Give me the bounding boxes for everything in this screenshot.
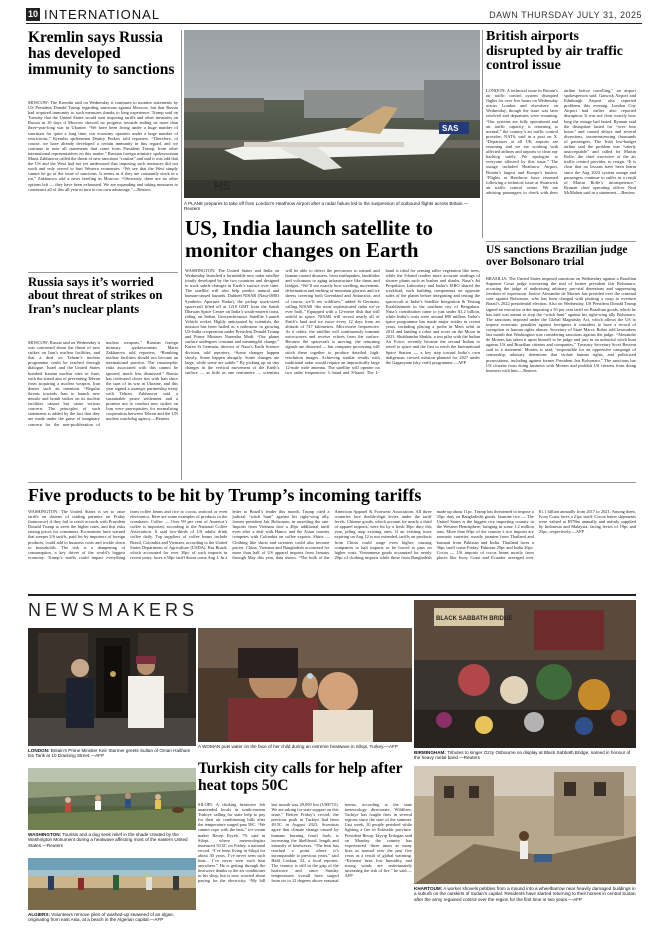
airport-scene [184,30,480,198]
downing-street-scene [28,628,196,746]
sanctions-judge-body: BRASILIA: The United States imposed sanctions on Wednesday against a Brazilian Supreme Court judge overseeing the trial of former president Jair Bolsonaro, accusing the judge of authorising arbitrary pre-trial detentions and suppressing freedom of expression. Justice Alexandre de Moraes has presided over the criminal case against Bolsonaro, who has been charged with plotting a coup to overturn Brazil’s 2022 presidential election. Also on Wednesday, US President Donald Trump signed an executive order imposing a 50 per cent tariff on Brazilian goods, which he has said was meant to stop the “witch hunt” against his right-wing ally Bolsonaro. The sanctions imposed under the Global Magnitsky Act, which allows the US to impose economic penalties against foreigners it considers to have a record of corruption or human rights abuses. Secretary of State Marco Rubio told lawmakers last month that Washington was considering sanctions against the judge. “Alexandre de Moraes has taken it upon himself to be judge and jury in an unlawful witch hunt against US and Brazilian citizens and companies,” Treasury Secretary Scott Bessent said in a statement. Moraes is said, “responsible for an oppressive campaign of censorship, arbitrary detentions that violate human rights, and politicised prosecutions, including against former President Jair Bolsonaro.” The sanctions bar US citizens from doing business with Moraes and prohibit US citizens from doing business with him.—Reuters [486,276,636,373]
london-downing-photo [28,628,196,746]
divider [486,241,636,242]
russia-nuclear-body: MOSCOW: Russia said on Wednesday it was concerned about the threat of new strikes on Iran’s nuclear facilities, and that a deal on Tehran’s nuclear programme could be reached through dialogue. Israel and the United States bombed Iranian nuclear sites in June, with the stated aim of preventing Tehran from acquiring a nuclear weapon. Iran denies such an intention. “Regular threats towards Iran to launch new missile and bomb strikes on its nuclear facilities cannot but cause serious concern. The principles of such statements is added by the fact that they are made under the guise of imaginary concern for the non-proliferation of nuclear weapons,” Russian foreign ministry spokeswoman Maria Zakharova told reporters. “Bombing nuclear facilities should not become an international practice. The catastrophic risks associated with this cannot be ignored, much less dismissed.” Russia has cultivated closer ties with Iran since the start of its war in Ukraine, and this year signed a strategic partnership treaty with Tehran. Zakharova said a sustainable peace settlement and a promise not to conduct new strikes on Iran were prerequisites for normalising cooperation between Tehran and the UN nuclear watchdog agency.—Reuters [28,340,178,427]
section-divider [28,594,636,596]
page-number-badge: 10 [27,9,38,19]
birmingham-tributes-photo [414,600,636,748]
london-caption-place: LONDON: [28,748,50,753]
heathrow-photo-caption: A PLANE prepares to take off from London’s Heathrow Airport after a radar failure led to the suspension of outbound flights across Britain.—Reuters [184,201,469,212]
birmingham-caption [414,750,636,762]
khartoum-rubble-scene [414,766,636,884]
tariffs-body: WASHINGTON: The United States is set to raise tariffs on dozens of trading partners on Friday (tomorrow) if they fail to reach accords with President Donald Trump to avert the higher rates, and this risks raising prices for consumers. Economists have warned that steeper US tariffs, paid for by importers of foreign products, could add to business costs and trickle down to households. The risk is a dampening of consumption, a key driver of the world’s biggest economy. Trump’s tariffs could impact everything from coffee beans and rice to cocoa, seafood or even electronics. Here are some examples of products in the crosshairs: Coffee — Over 99 per cent of America’s coffee is imported, according to the National Coffee Association. It said two-thirds of US adults drink coffee daily. Top suppliers of coffee beans include Brazil, Colombia and Vietnam, according to the United States Department of Agriculture (USDA). But Brazil, which accounted for over 30pc of such imports in recent years, faces a 50pc tariff threat come Aug 1. In a letter to Brazil’s leader this month, Trump cited a judicial “witch hunt” against his right-wing ally, former president Jair Bolsonaro, in unveiling the rate. Imports from Vietnam face a 20pc additional tariff even after a deal with Hanoi, and the Asian country competes with Colombia on coffee exports. Shirts — Clothing like shirts and sweaters could also become pricier. China, Vietnam and Bangladesh accounted for more than half of US apparel imports from January through May this year, data shows. “The bulk of the American Apparel & Footwear Association. All three countries face double-digit levies under the tariff levels. Chinese goods, which account for nearly a third of apparel imports, were hit by a fresh 30pc duty this year, piling atop existing ones. If an existing truce expiring on Aug 12 is not extended, tariffs on products from China could surge even higher, causing companies to halt imports or be forced to pass on higher costs. Vietnamese goods accounted for nearly 20pc of clothing imports while those from Bangladesh made up about 11pc. Trump has threatened to impose a 35pc duty on Bangladeshi goods. Jasmine rice — The United States is the biggest rice importing country in the Western Hemisphere, bringing in some 1.2 million tons. More than 60pc of the country’s rice imports are aromatic varieties, mostly jasmine from Thailand and basmati from Pakistan and India. Thailand faces a 36pc tariff come Friday, Pakistan 29pc and India 26pc. Cocoa — US imports of cocoa beans mostly from places like Ivory Coast and Ecuador averaged over $1.1 billion annually from 2017 to 2021. Among them, Ivory Coast faces a 21pc tariff. Cocoa butter shipments were valued at $578m annually and mainly supplied by Indonesia and Malaysia, facing levies of 19pc and 25pc, respectively.—AFP [28,509,636,560]
column-divider [181,30,182,480]
section-title: INTERNATIONAL [44,7,161,22]
beach-scene [28,858,196,910]
masthead [26,6,642,24]
monument-lawn-scene [28,768,196,830]
sanctions-judge-headline: US sanctions Brazilian judge over Bolsonaro trial [486,244,628,269]
kremlin-body: MOSCOW: The Kremlin said on Wednesday it continues to monitor statements by US President Donald Trump regarding sanctions against Moscow, but that Russia had acquired immunity to such measures thanks to long experience. Trump said on Tuesday that the United States would start imposing tariffs and other measures on Russia in 10 days if Moscow showed no progress towards ending its more than three-year-long war in Ukraine. “We have been living under a huge number of sanctions for quite a long time, our economy operates under a huge number of restrictions,” Kremlin spokesman Dmitry Peskov told reporters. “Therefore, of course, we have already developed a certain immunity in this regard, and we continue to note all statements that come from President Trump, from other international representatives on this matter.” Russian foreign ministry spokeswoman Maria Zakharova called the threat of new sanctions “routine” and said it was odd that the US and the West had not yet understood that imposing such measures did not work and only served to hurt Western economies. “We see that the West simply cannot let go of the issue of sanctions. It seems as if they are constantly stuck in a rut,” Zakharova told a news briefing in Moscow. “Obviously, there are no other options left — they have been exhausted. We are expanding and taking measures to counteract all of this all year in turn to our own advantage.”—Reuters [28,100,178,192]
london-caption-text: Britain’s Prime Minister Keir Starmer greets Sultan of Oman Haitham bin Tarik at 10 Downing Street.—AFP [28,748,191,759]
turkish-city-headline: Turkish city calls for help after heat tops 50C [198,760,403,794]
british-airports-headline: British airports disrupted by air traffic control issue [486,30,624,74]
algiers-caption [28,912,196,930]
divider [28,272,178,273]
birmingham-caption-place: BIRMINGHAM: [414,750,446,755]
turkish-city-body: SILOPI: A choking heatwave left unattended locals in south-eastern Turkiye calling for state help to pay for their air conditioning bills after the temperature surged past 50C. “We cannot cope with the heat,” ice-cream maker Recep Ezyeb, 79, said in Silopi, where meteorologists measured 50.5C on Friday, a national record. “I’ve been living in Silopi for about 30 years. I’ve never seen such heat... I’ve never seen such heat anywhere.” He is getting through the heatwave thanks to the air conditioner in his shop, but is now worried about paying for the electricity. “My bill last month was 29,000 lira (US$715). We are asking for state support on this issue.” Before Friday’s record, the previous peak in Turkiye had been 49.5C in August 2023. Scientists agree that climate change caused by humans burning fossil fuels is increasing the likelihood, length and intensity of heatwaves. “The heat has reached a point where it’s incomparable to previous years,” said Halil Coskun, 52, a local reporter. The country is still in the grip of the heatwave and since Sunday temperatures overall have surged from six to 12 degrees above seasonal norms, according to the state meteorology directorate. Wildfires: Turkiye has fought fires in several regions since the start of the summer. Last week, 10 people perished while fighting a fire in Eskisehir province. President Recep Tayyip Erdogan said on Monday the country has experienced ‘three times as many fires as normal over the past five years as a result of global warming. “Extreme heat, low humidity, and strong winds are unfortunately increasing the risk of fire,” he said.—AFP [198,802,412,884]
algiers-caption-place: ALGIERS: [28,912,50,917]
washington-caption-place: WASHINGTON: [28,832,62,837]
section-divider [28,482,636,483]
london-caption [28,748,196,766]
newsmakers-title: NEWSMAKERS [28,600,198,620]
khartoum-caption-place: KHARTOUM: [414,886,443,891]
algiers-caption-text: Volunteers remove piles of washed-up seaweed of an algae, originating from east Asia, at a beach in the Algerian capital.—AFP [28,912,175,923]
algiers-seaweed-photo [28,858,196,910]
khartoum-caption-text: A worker shovels pebbles from a mound into a wheelbarrow near heavily damaged buildings in a suburb on the outskirts of Sudan’s capital. Residents have started returning to their homes in central Sudan after the army regained control over the region for the first time in two years.—AFP [414,886,636,902]
washington-monument-photo [28,768,196,830]
turkey-heatwave-photo [198,628,412,742]
woman-child-scene [198,628,412,742]
khartoum-caption [414,886,636,930]
tariffs-headline: Five products to be hit by Trump’s incoming tariffs [28,485,422,505]
russia-nuclear-headline: Russia says it’s worried about threat of strikes on Iran’s nuclear plants [28,276,163,316]
hangar-lettering: SAS [442,124,459,133]
heathrow-plane-photo [184,30,480,198]
tributes-bridge-scene [414,600,636,748]
column-divider [482,30,483,238]
washington-caption [28,832,196,856]
khartoum-worker-photo [414,766,636,884]
birmingham-caption-text: Tributes to singer Ozzy Osbourne on display at Black Sabbath Bridge, named in honour of the heavy metal band.—Reuters [414,750,631,761]
bridge-sign-lettering: BLACK SABBATH BRIDGE [436,616,513,622]
satellite-body: WASHINGTON: The United States and India on Wednesday launched a formidable new radar satellite jointly developed by the two countries and designed to track subtle changes in Earth’s surface over time. The satellite will also help predict natural and human-caused hazards. Dubbed NISAR (Nasa-ISRO Synthetic Aperture Radar), the pickup truck-sized spacecraft lifted off at 1210 GMT from the Satish Dhawan Space Centre on India’s south-eastern coast, riding an Indian Geosynchronous Satellite Launch Vehicle rocket. Highly anticipated by scientists, the mission has been hailed as a milestone in growing US-India cooperation under President Donald Trump and Prime Minister Narendra Modi. “Our planet surface undergoes constant and meaningful change,” Karen St Germain, director of Nasa’s Earth Science division, told reporters. “Some changes happen slowly. Some happen abruptly. Some changes are large, while some are subtle.” By picking up on tiny changes in the vertical movement of the Earth’s surface — as little as one centimetre — scientists will be able to detect the precursors to natural and human-caused disasters, from earthquakes, landslides and volcanoes to aging infrastructure like dams and bridges. “We’ll see exactly how swelling, movement, deformation and melting of mountain glaciers and ice sheets covering both Greenland and Antarctica, and of course, we’ll see wildfires,” added St Germain, calling NISAR “the most sophisticated radar we’ve ever built.” Equipped with a 12-metre dish that will unfold in space, NISAR will record nearly all of Earth’s land and ice twice every 12 days from an altitude of 747 kilometres. Microwave frequencies: As it orbits, the satellite will continuously transmit microwaves and receive echoes from the surface. Because the spacecraft is moving, the returning signals are distorted — but computer processing will stitch these together to produce detailed, high-resolution images. Achieving similar results with traditional radar would require an impractically large 12-mile wide antenna. The satellite will operate on two radar frequencies: L-band and S-band. The L-band is ideal for sensing taller vegetation like trees, while the S-band readies more accurate readings of shorter plants such as bushes and shrubs. Nasa’s Jet Propulsion Laboratory and India’s ISRO shared the workload, each building components on opposite sides of the planet before integrating and testing the spacecraft at India’s Satellite Integration & Testing Establishment in the southern city of Bengaluru. Nasa’s contribution came to just under $1.2 billion, while India’s costs were around $90 million. India’s space programme has made major strides in recent years, including placing a probe in Mars orbit in 2014 and landing a robot and rover on the Moon in 2023. Shubhanshu Shukla, a test pilot with the Indian Air Force, recently became the second Indian to travel to space and the first to reach the International Space Station — a key step toward India’s own indigenous crewed mission planned for 2027 under the Gaganyaan (sky craft) programme.—AFP [185,268,480,375]
kremlin-headline: Kremlin says Russia has developed immunity to sanctions [28,30,175,78]
washington-caption-text: Tourists and a dog seek relief in the shade created by the Washington Monument during a heatwave affecting most of the eastern United States.—Reuters [28,832,188,848]
paper-date: DAWN THURSDAY JULY 31, 2025 [489,10,642,20]
british-airports-body: LONDON: A technical issue in Britain’s air traffic control system disrupted flights for over five hours on Wednesday across London and elsewhere on Wednesday, though the issue was later resolved and departures were resuming. “Our systems are fully operational and air traffic capacity is returning to normal,” the country’s air traffic control provider, NATS, said in a post on X. “Departures at all UK airports are resuming and we are working with affected airlines and airports to clear any backlog safely. We apologise to everyone affected by this issue.” The outage included Heathrow Airport, Britain’s largest and Europe’s busiest. “Flights at Heathrow have resumed following a technical issue at Swanwick air traffic control centre. We are advising passengers to check with their airline before travelling,” an airport spokesperson said. Gatwick Airport and Edinburgh Airport also reported problems this evening. London City Airport had earlier also reported disruption. It was not clear exactly how long the outage had lasted. Ryanair said the disruption lasted for “over four hours” and caused delays and several diversions, inconveniencing thousands of passengers. The Irish low-budget airline said the problem was “utterly unacceptable” and called for Martin Rolfe, the chief executive of the air traffic control provider, to resign. “It is clear that no lessons have been learnt since the Aug 2023 system outage and passengers continue to suffer as a result of Martin Rolfe’s incompetence,” Ryanair chief operating officer Neal McMahon said in a statement.—Reuters [486,88,636,195]
turkey-photo-caption: A WOMAN puts water on the face of her child during an extreme heatwave in Silopi, Turkey.—AFP [198,744,398,749]
satellite-headline: US, India launch satellite to monitor changes on Earth [185,217,433,262]
